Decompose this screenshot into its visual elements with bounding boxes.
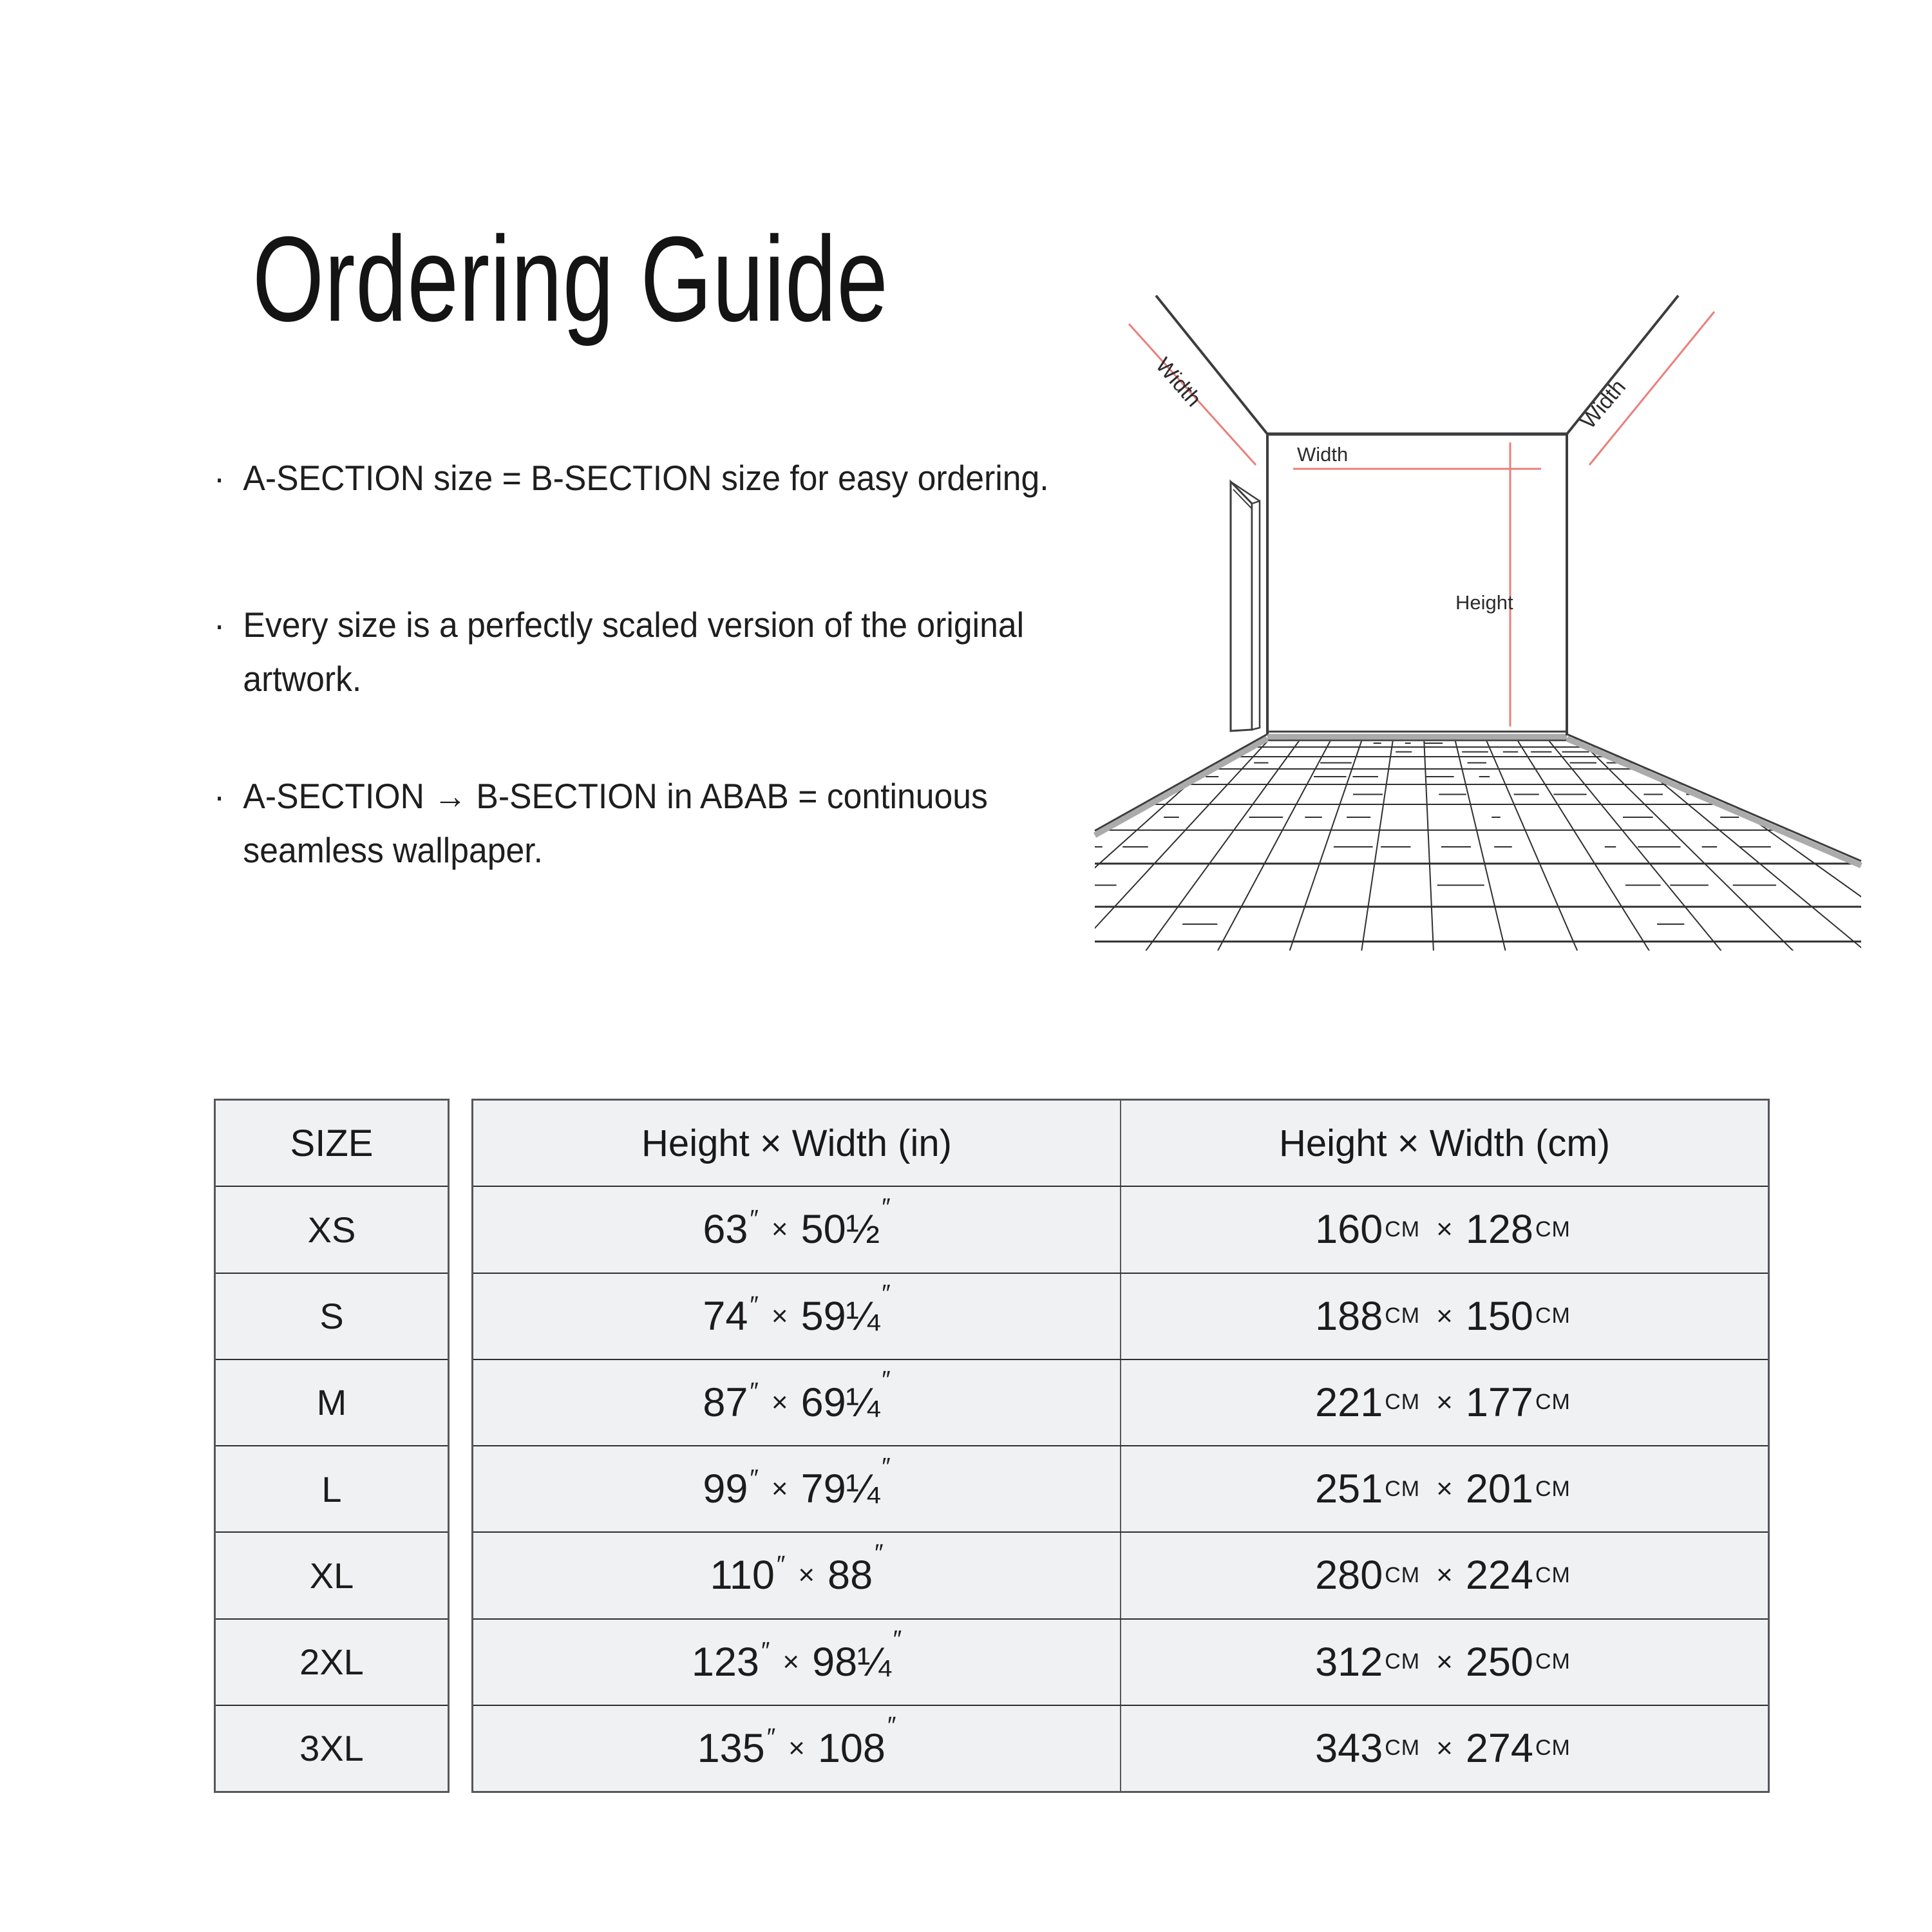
inches-cell xyxy=(473,1274,1121,1359)
text: 160 xyxy=(1315,1207,1383,1253)
inches-cell xyxy=(473,1446,1121,1531)
text: 69¼ xyxy=(800,1379,880,1425)
text: × xyxy=(788,1732,805,1764)
text: 98¼ xyxy=(812,1639,891,1685)
text: CM xyxy=(1535,1303,1571,1329)
cm-cell xyxy=(1121,1533,1768,1618)
size-cell xyxy=(216,1705,448,1791)
text: XS xyxy=(307,1209,356,1250)
text: 312 xyxy=(1315,1639,1383,1685)
size-cell xyxy=(216,1618,448,1705)
text: CM xyxy=(1535,1217,1571,1242)
bullet-scaled-artwork xyxy=(214,598,1024,706)
text: ″ xyxy=(761,1638,770,1665)
table-row xyxy=(473,1359,1768,1445)
room-measurement-diagram xyxy=(1063,270,1906,1024)
text: 188 xyxy=(1315,1293,1383,1339)
text: 50½ xyxy=(800,1207,880,1253)
text: × xyxy=(771,1473,788,1505)
text: 280 xyxy=(1315,1553,1383,1598)
text: × xyxy=(771,1386,788,1418)
table-row xyxy=(473,1273,1768,1359)
text: 99 xyxy=(703,1466,748,1512)
cm-cell xyxy=(1121,1187,1768,1272)
measurement-lines xyxy=(1129,312,1714,726)
text: × xyxy=(1436,1213,1453,1245)
text: ″ xyxy=(882,1453,891,1481)
text: 177 xyxy=(1465,1379,1533,1425)
cm-cell xyxy=(1121,1274,1768,1359)
text: 74 xyxy=(703,1293,748,1339)
bullet-text: A-SECTION → B-SECTION in ABAB = continuous xyxy=(243,776,988,816)
size-cell xyxy=(216,1273,448,1359)
page-title: Ordering Guide xyxy=(252,211,889,346)
parquet-floor xyxy=(1063,739,1906,952)
text: XL xyxy=(309,1555,354,1596)
text: ″ xyxy=(882,1193,891,1221)
text: ″ xyxy=(893,1626,902,1654)
text: 150 xyxy=(1465,1293,1533,1339)
bullet-section-sizes xyxy=(214,451,1049,505)
size-cell xyxy=(216,1359,448,1445)
text: × xyxy=(1436,1473,1453,1505)
text: × xyxy=(1436,1732,1453,1764)
table-row xyxy=(473,1186,1768,1272)
inches-cell xyxy=(473,1533,1121,1618)
right-wall-width-label: Width xyxy=(1576,375,1631,434)
cm-cell xyxy=(1121,1360,1768,1445)
text: 251 xyxy=(1315,1466,1383,1512)
text: SIZE xyxy=(290,1122,374,1164)
bullet-text: seamless wallpaper. xyxy=(243,830,543,870)
inches-cell xyxy=(473,1620,1121,1705)
bullet-dot: · xyxy=(214,458,225,498)
bullet-dot: · xyxy=(214,776,225,816)
text: ″ xyxy=(750,1292,759,1320)
inches-cell xyxy=(473,1706,1121,1791)
text: 87 xyxy=(703,1379,748,1425)
text: ″ xyxy=(882,1280,891,1308)
cm-cell xyxy=(1121,1706,1768,1791)
text: CM xyxy=(1535,1562,1571,1587)
text: 59¼ xyxy=(800,1293,880,1339)
door xyxy=(1231,482,1260,731)
size-cell xyxy=(216,1531,448,1618)
text: L xyxy=(321,1468,342,1510)
text: × xyxy=(782,1645,800,1678)
text: × xyxy=(1436,1645,1453,1678)
text: 63 xyxy=(703,1207,748,1253)
text: 110 xyxy=(710,1553,775,1598)
text: 343 xyxy=(1315,1725,1383,1771)
text: M xyxy=(316,1382,347,1423)
text: × xyxy=(1436,1386,1453,1418)
text: 221 xyxy=(1315,1379,1383,1425)
text: CM xyxy=(1535,1476,1571,1501)
text: CM xyxy=(1385,1476,1421,1501)
bullet-text: artwork. xyxy=(243,659,362,699)
text: × xyxy=(1436,1559,1453,1591)
text: CM xyxy=(1535,1736,1571,1761)
text: ″ xyxy=(776,1551,786,1578)
text: 274 xyxy=(1465,1725,1533,1771)
bullet-dot: · xyxy=(214,605,225,645)
bullet-text: A-SECTION size = B-SECTION size for easy ordering. xyxy=(243,458,1049,498)
text: ″ xyxy=(766,1724,776,1752)
table-header-size xyxy=(216,1101,448,1186)
text: CM xyxy=(1385,1217,1421,1242)
cm-cell xyxy=(1121,1446,1768,1531)
table-row xyxy=(473,1705,1768,1791)
text: CM xyxy=(1385,1649,1421,1674)
text: × xyxy=(771,1300,788,1332)
text: 201 xyxy=(1465,1466,1533,1512)
text: 3XL xyxy=(299,1728,364,1769)
text: 108 xyxy=(817,1725,886,1771)
bullet-text: Every size is a perfectly scaled version of the original xyxy=(243,605,1025,645)
text: Height × Width (cm) xyxy=(1278,1122,1611,1164)
inches-cell xyxy=(473,1187,1121,1272)
size-cell xyxy=(216,1445,448,1531)
table-header-row xyxy=(473,1101,1768,1186)
text: ″ xyxy=(875,1539,884,1567)
text: CM xyxy=(1385,1736,1421,1761)
text: 88 xyxy=(828,1553,873,1598)
table-row xyxy=(473,1531,1768,1618)
inches-cell xyxy=(473,1360,1121,1445)
text: 128 xyxy=(1465,1207,1533,1253)
text: 135 xyxy=(697,1725,765,1771)
table-row xyxy=(473,1445,1768,1531)
text: CM xyxy=(1535,1390,1571,1415)
text: CM xyxy=(1385,1303,1421,1329)
text: 250 xyxy=(1465,1639,1533,1685)
text: CM xyxy=(1385,1390,1421,1415)
text: 224 xyxy=(1465,1553,1533,1598)
text: ″ xyxy=(887,1712,896,1740)
size-table xyxy=(214,1099,450,1793)
text: × xyxy=(1436,1300,1453,1332)
text: 79¼ xyxy=(800,1466,880,1512)
table-row xyxy=(473,1618,1768,1705)
text: CM xyxy=(1535,1649,1571,1674)
text: 2XL xyxy=(299,1642,364,1683)
size-cell xyxy=(216,1186,448,1272)
cm-cell xyxy=(1121,1620,1768,1705)
text: × xyxy=(771,1213,788,1245)
text: ″ xyxy=(750,1464,759,1492)
wall-height-label: Height xyxy=(1455,591,1513,614)
text: ″ xyxy=(882,1367,891,1394)
table-header-cm xyxy=(1121,1101,1768,1186)
bullet-seamless-wallpaper xyxy=(214,769,988,877)
text: × xyxy=(798,1559,815,1591)
back-wall-width-label: Width xyxy=(1297,443,1349,466)
text: 123 xyxy=(691,1639,759,1685)
text: Height × Width (in) xyxy=(641,1122,952,1164)
table-header-inches xyxy=(473,1101,1121,1186)
text: ″ xyxy=(750,1378,759,1406)
text: S xyxy=(319,1296,344,1337)
text: ″ xyxy=(750,1205,759,1233)
left-wall-width-label: Width xyxy=(1150,353,1206,412)
text: CM xyxy=(1385,1562,1421,1587)
dimensions-table xyxy=(471,1099,1770,1793)
